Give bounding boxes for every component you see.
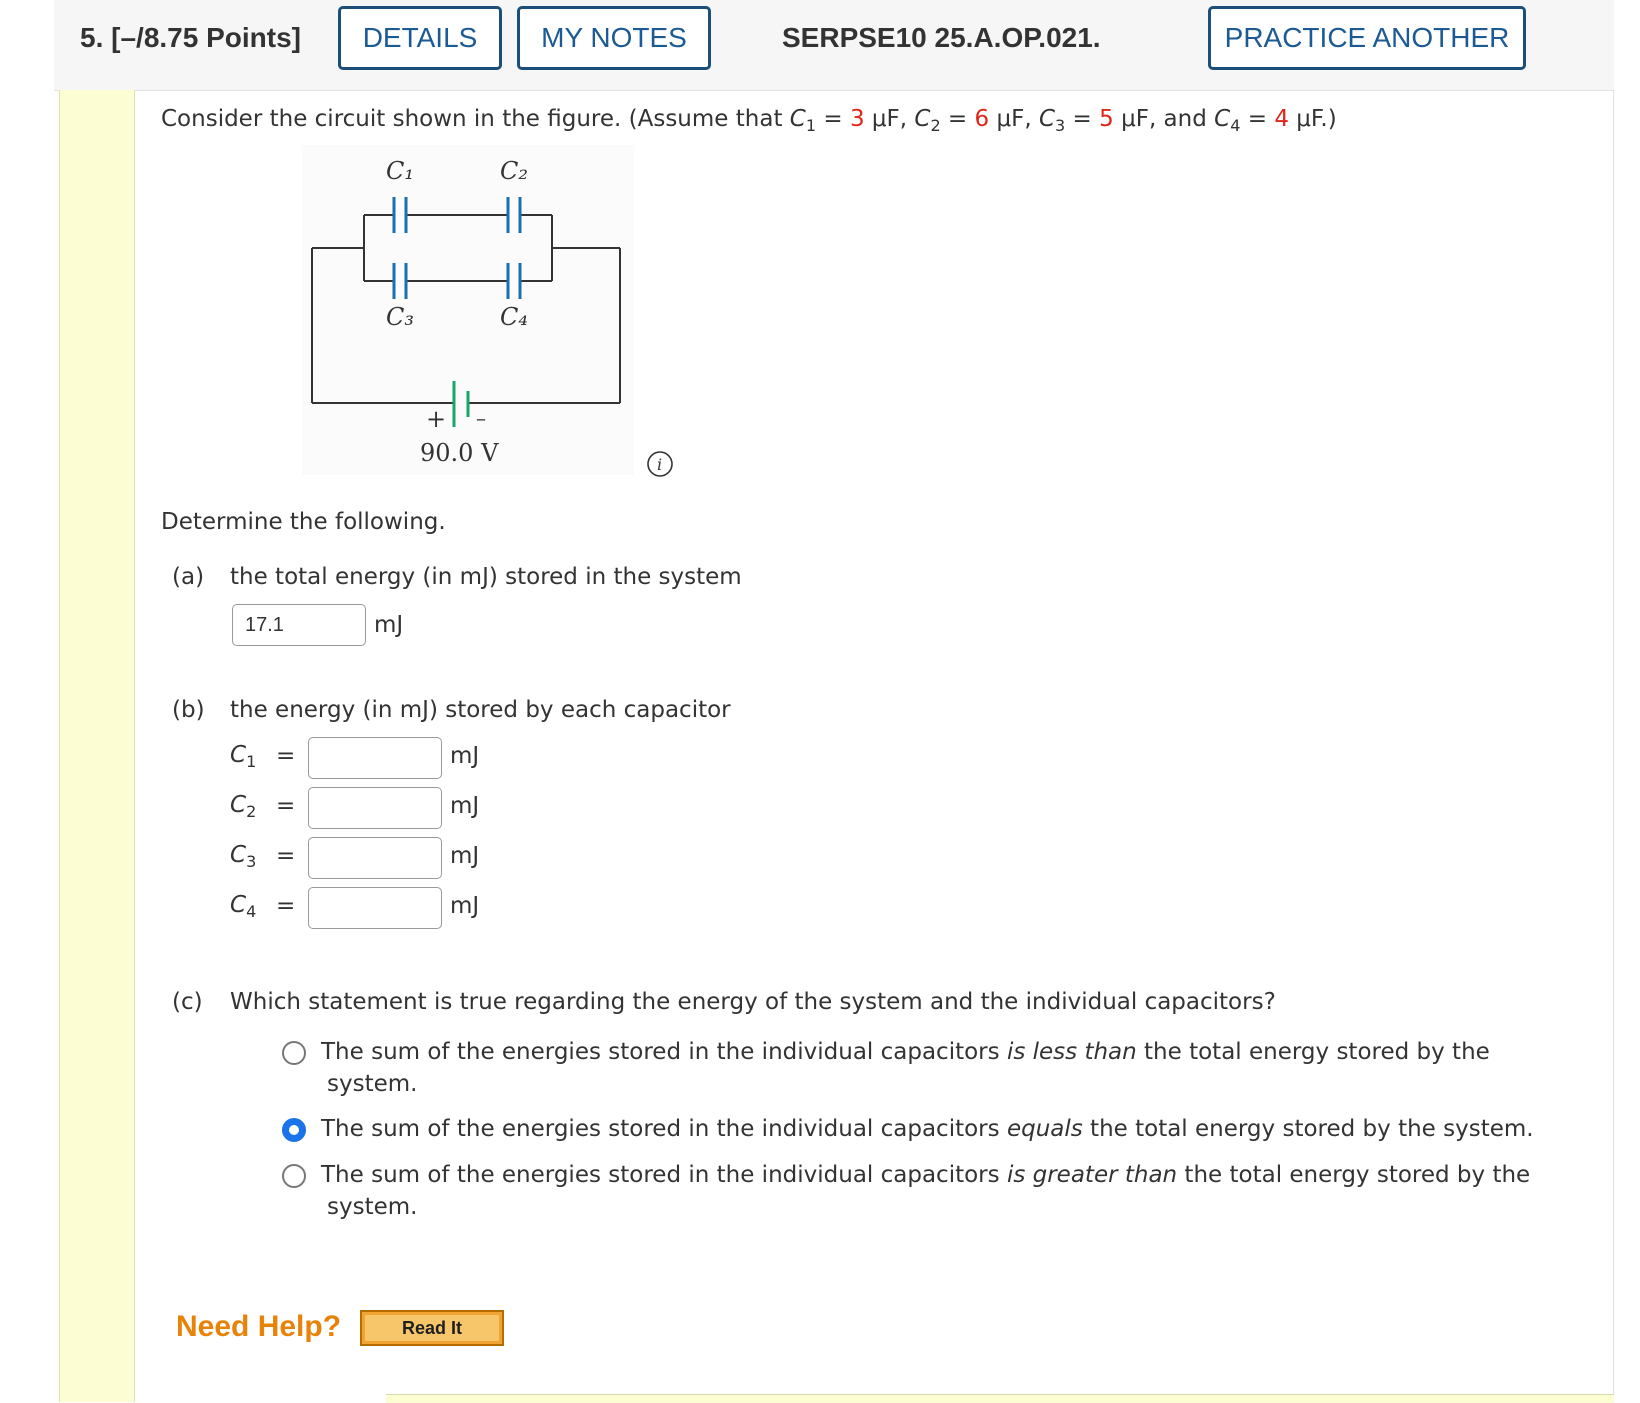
- part-b-equals: =: [276, 893, 296, 919]
- c4-energy-input[interactable]: [308, 887, 442, 929]
- question-number: 5.: [80, 22, 104, 53]
- part-a-text: the total energy (in mJ) stored in the system: [230, 564, 742, 590]
- info-icon[interactable]: [646, 450, 674, 478]
- capacitor-plates: [394, 197, 520, 299]
- battery-voltage: 90.0 V: [420, 439, 499, 467]
- part-b-label: (b): [172, 697, 205, 723]
- read-it-button[interactable]: [360, 1310, 504, 1346]
- my-notes-button[interactable]: MY NOTES: [517, 6, 711, 70]
- c1-given-value: 3: [849, 106, 865, 132]
- circuit-figure: [302, 145, 634, 475]
- part-b-symbol: $C_4$: [230, 892, 257, 921]
- circuit-diagram: [302, 145, 634, 475]
- label-c4: C₄: [500, 303, 528, 331]
- label-c1: C₁: [386, 157, 414, 185]
- radio-less-than[interactable]: [282, 1041, 306, 1065]
- details-button[interactable]: DETAILS: [338, 6, 502, 70]
- left-margin-bar: [59, 90, 135, 1402]
- part-b-equals: =: [276, 843, 296, 869]
- c1-energy-input[interactable]: [308, 737, 442, 779]
- c3-given-value: 5: [1099, 106, 1114, 132]
- option-text-line2: system.: [327, 1071, 418, 1097]
- part-a-unit: mJ: [374, 612, 404, 638]
- part-b-symbol: $C_1$: [230, 742, 257, 771]
- option-text: The sum of the energies stored in the individual capacitors is less than the total energy stored by the: [321, 1039, 1490, 1065]
- right-border: [1613, 90, 1614, 1402]
- part-c-text: Which statement is true regarding the energy of the system and the individual capacitors?: [230, 989, 1276, 1015]
- part-b-unit: mJ: [450, 843, 480, 869]
- question-points: [–/8.75 Points]: [111, 22, 301, 53]
- part-b-text: the energy (in mJ) stored by each capacitor: [230, 697, 731, 723]
- part-b-unit: mJ: [450, 743, 480, 769]
- c2-given-value: 6: [974, 106, 990, 132]
- option-text-line2: system.: [327, 1194, 418, 1220]
- part-b-equals: =: [276, 793, 296, 819]
- part-b-equals: =: [276, 743, 296, 769]
- part-b-unit: mJ: [450, 793, 480, 819]
- read-it-label: Read It: [365, 1315, 499, 1341]
- battery-plus: +: [426, 405, 447, 433]
- battery-symbol: [454, 381, 468, 427]
- problem-statement: Consider the circuit shown in the figure. (Assume that $C_1 = 3$ μF, $C_2 = 6$ μF, $C_3 = 5$ μF, and $C_4 = 4$ μF.): [161, 106, 1337, 135]
- radio-greater-than[interactable]: [282, 1164, 306, 1188]
- radio-equals[interactable]: [282, 1118, 306, 1142]
- part-b-unit: mJ: [450, 893, 480, 919]
- part-b-symbol: $C_2$: [230, 792, 257, 821]
- question-header: [54, 0, 1614, 91]
- circuit-wires: [312, 215, 620, 403]
- label-c3: C₃: [386, 303, 414, 331]
- c2-energy-input[interactable]: [308, 787, 442, 829]
- info-icon-glyph: i: [657, 455, 663, 474]
- battery-minus: –: [476, 406, 486, 430]
- question-code: SERPSE10 25.A.OP.021.: [782, 22, 1101, 53]
- determine-text: Determine the following.: [161, 509, 446, 535]
- label-c2: C₂: [500, 157, 528, 185]
- part-a-answer-input[interactable]: 17.1: [232, 604, 366, 646]
- question-number-points: [80, 22, 301, 54]
- c3-energy-input[interactable]: [308, 837, 442, 879]
- part-c-label: (c): [172, 989, 203, 1015]
- need-help-label: Need Help?: [176, 1310, 342, 1343]
- part-b-symbol: $C_3$: [230, 842, 257, 871]
- part-a-label: (a): [172, 564, 205, 590]
- practice-another-button[interactable]: PRACTICE ANOTHER: [1208, 6, 1526, 70]
- option-text: The sum of the energies stored in the individual capacitors is greater than the total energy stored by the: [321, 1162, 1531, 1188]
- option-text: The sum of the energies stored in the individual capacitors equals the total energy stored by the system.: [321, 1116, 1534, 1142]
- c4-given-value: 4: [1274, 106, 1289, 132]
